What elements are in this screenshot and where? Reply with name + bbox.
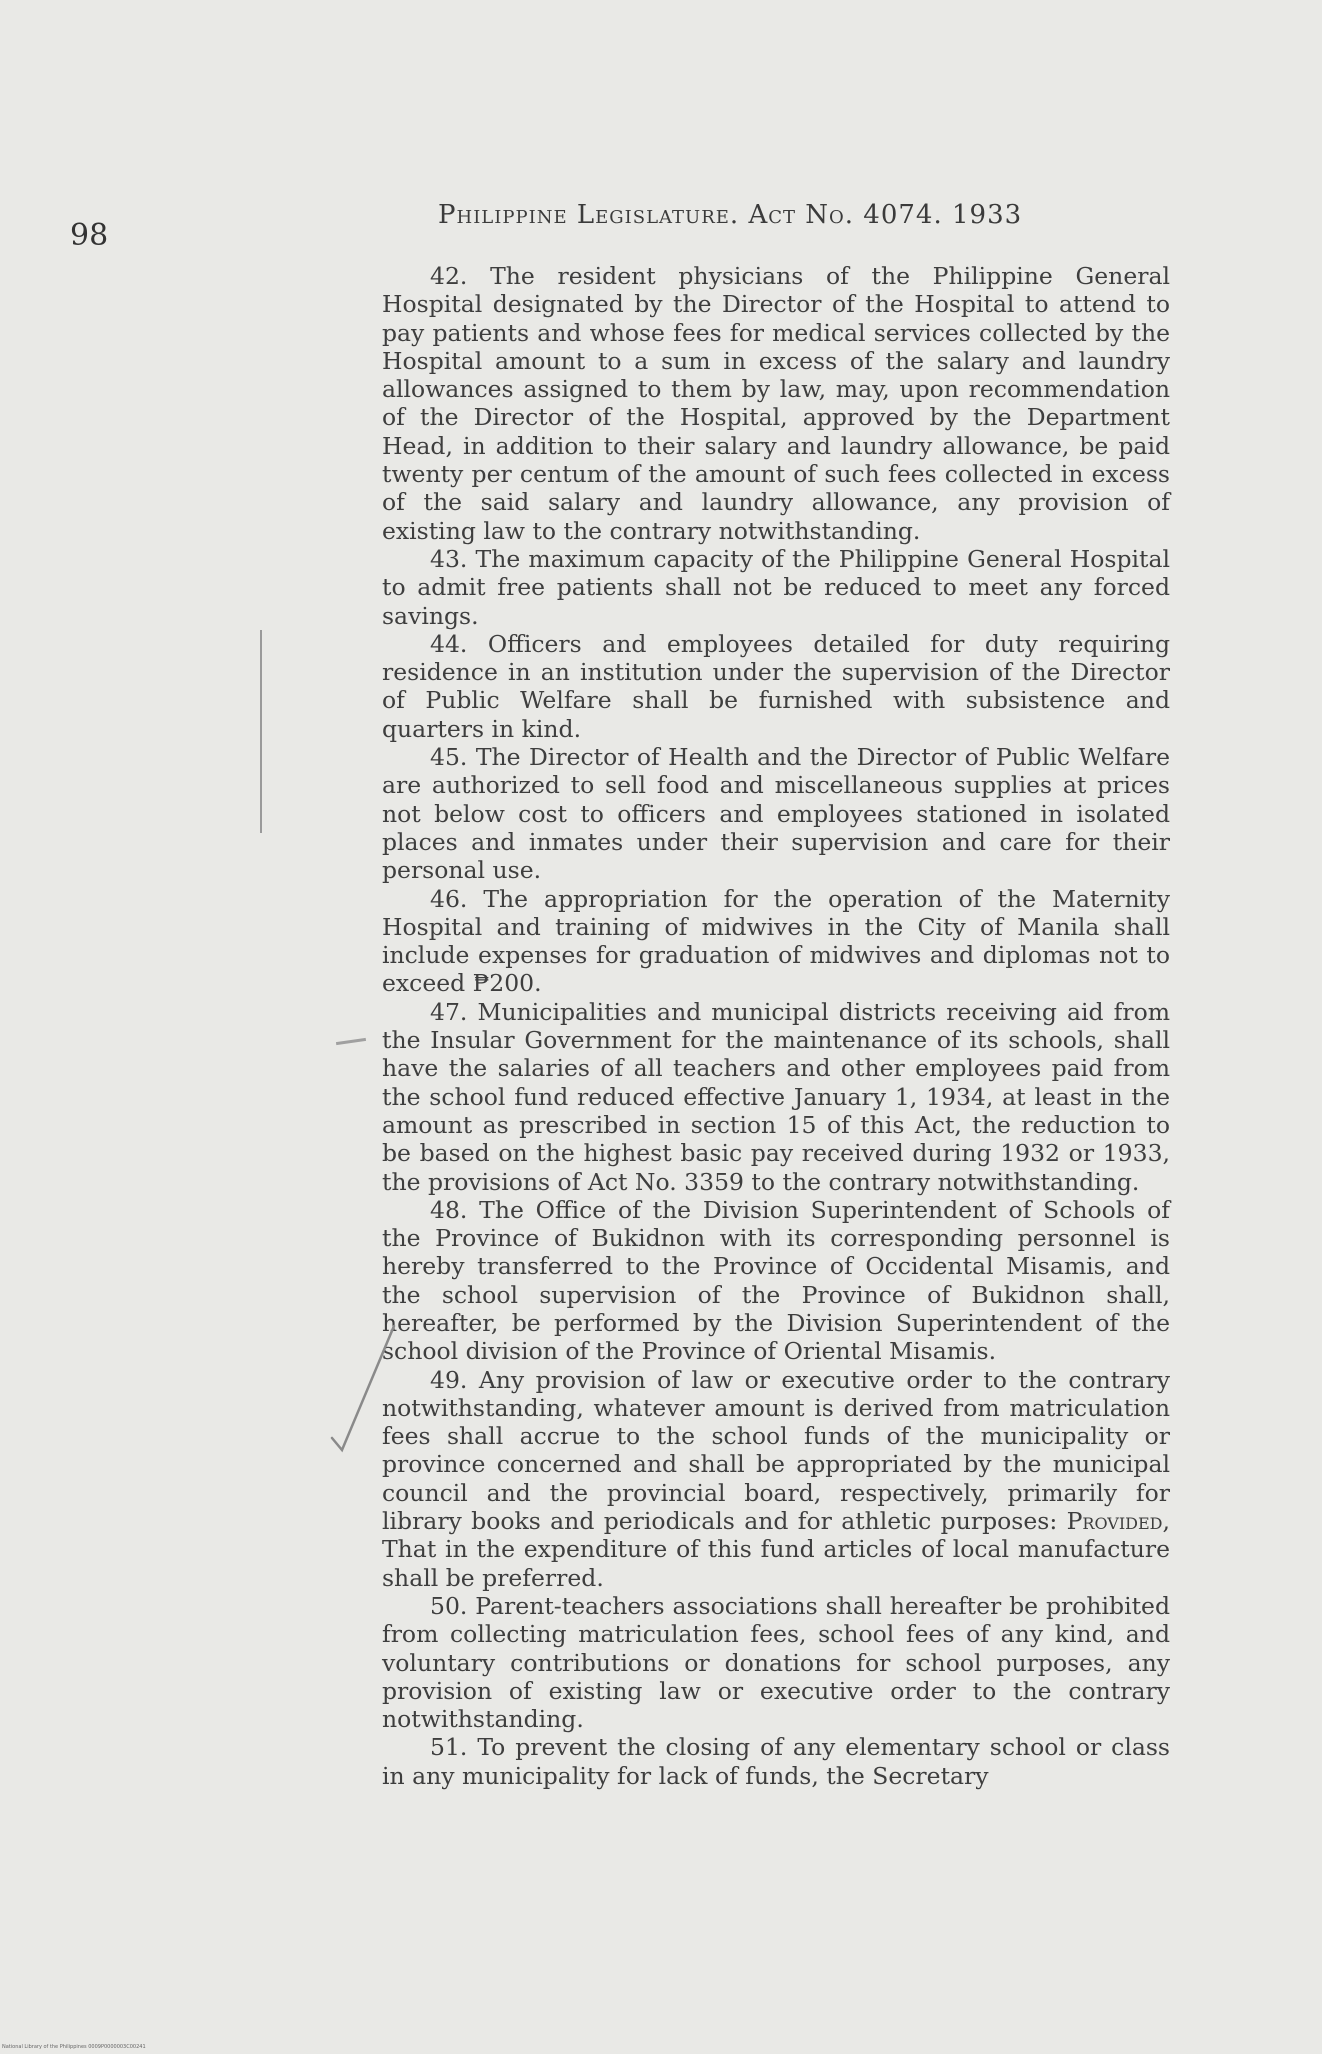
section-42 [382,262,1170,545]
section-text: The resident physicians of the Philippine General Hospital designated by the Director of the Hospital to attend to pay patients and whose fees for medical services collected by the Hospital amount to a sum in excess of the salary and laundry allowances assigned to them by law, may, upon recommendation of the Director of the Hospital, approved by the Department Head, in addition to their salary and laundry allowance, be paid twenty per centum of the amount of such fees collected in excess of the said salary and laundry allowance, any provision of existing law to the contrary notwithstanding. [382,262,1170,545]
check-mark-icon [328,1320,398,1460]
section-48 [382,1196,1170,1366]
section-number: 42. [430,262,468,290]
section-text: Officers and employees detailed for duty requiring residence in an institution under the supervision of the Director of Public Welfare shall be furnished with subsistence and quarters in kind. [382,629,1170,743]
section-number: 45. [430,743,468,772]
section-44 [382,630,1170,743]
section-49 [382,1366,1170,1592]
footer-source-note: National Library of the Philippines 0009P0000003C00241 [2,2044,146,2050]
section-text: The maximum capacity of the Philippine General Hospital to admit free patients shall not be reduced to meet any forced savings. [382,544,1170,630]
section-text: The Director of Health and the Director of Public Welfare are authorized to sell food and miscellaneous supplies at prices not below cost to officers and employees stationed in isolated places and inmates under their supervision and care for their personal use. [382,743,1170,885]
section-number: 51. [430,1733,468,1762]
section-number: 46. [430,884,468,913]
section-47 [382,998,1170,1196]
section-text: The appropriation for the operation of the Maternity Hospital and training of midwives in the City of Manila shall include expenses for graduation of midwives and diplomas not to exceed ₱200. [382,884,1170,998]
margin-tick-mark [336,1038,366,1045]
section-45 [382,743,1170,884]
section-number: 47. [430,997,468,1026]
section-number: 48. [430,1195,468,1224]
body-text [382,262,1170,1790]
section-51 [382,1733,1170,1790]
section-number: 49. [430,1365,468,1394]
section-text: The Office of the Division Superintendent of Schools of the Province of Bukidnon with its corresponding personnel is hereby transferred to the Province of Occidental Misamis, and the school supervision of the Province of Bukidnon shall, hereafter, be performed by the Division Superintendent of the school division of the Province of Oriental Misamis. [382,1195,1170,1366]
section-text: Any provision of law or executive order to the contrary notwithstanding, whatever amount is derived from matriculation fees shall accrue to the school funds of the municipality or province concerned and shall be appropriated by the municipal council and the provincial board, respectively, primarily for library books and periodicals and for athletic purposes: [382,1365,1170,1536]
section-number: 44. [430,629,468,658]
section-number: 43. [430,544,468,573]
proviso-word: Provided, [1066,1507,1170,1536]
section-text: Parent-teachers associations shall hereafter be prohibited from collecting matriculation fees, school fees of any kind, and voluntary contributions or donations for school purposes, any provision of existing law or executive order to the contrary notwithstanding. [382,1591,1170,1734]
section-50 [382,1592,1170,1733]
running-head: Philippine Legislature. Act No. 4074. 1933 [438,200,1023,230]
section-46 [382,885,1170,998]
section-text-continued: That in the expenditure of this fund articles of local manufacture shall be preferred. [382,1535,1170,1592]
section-43 [382,545,1170,630]
section-text: To prevent the closing of any elementary school or class in any municipality for lack of funds, the Secretary [382,1733,1170,1790]
page-number: 98 [70,218,109,253]
margin-vertical-line [260,630,262,833]
section-number: 50. [430,1591,468,1620]
section-text: Municipalities and municipal districts receiving aid from the Insular Government for the maintenance of its schools, shall have the salaries of all teachers and other employees paid from the school fund reduced effective January 1, 1934, at least in the amount as prescribed in section 15 of this Act, the reduction to be based on the highest basic pay received during 1932 or 1933, the provisions of Act No. 3359 to the contrary notwithstanding. [382,997,1170,1196]
